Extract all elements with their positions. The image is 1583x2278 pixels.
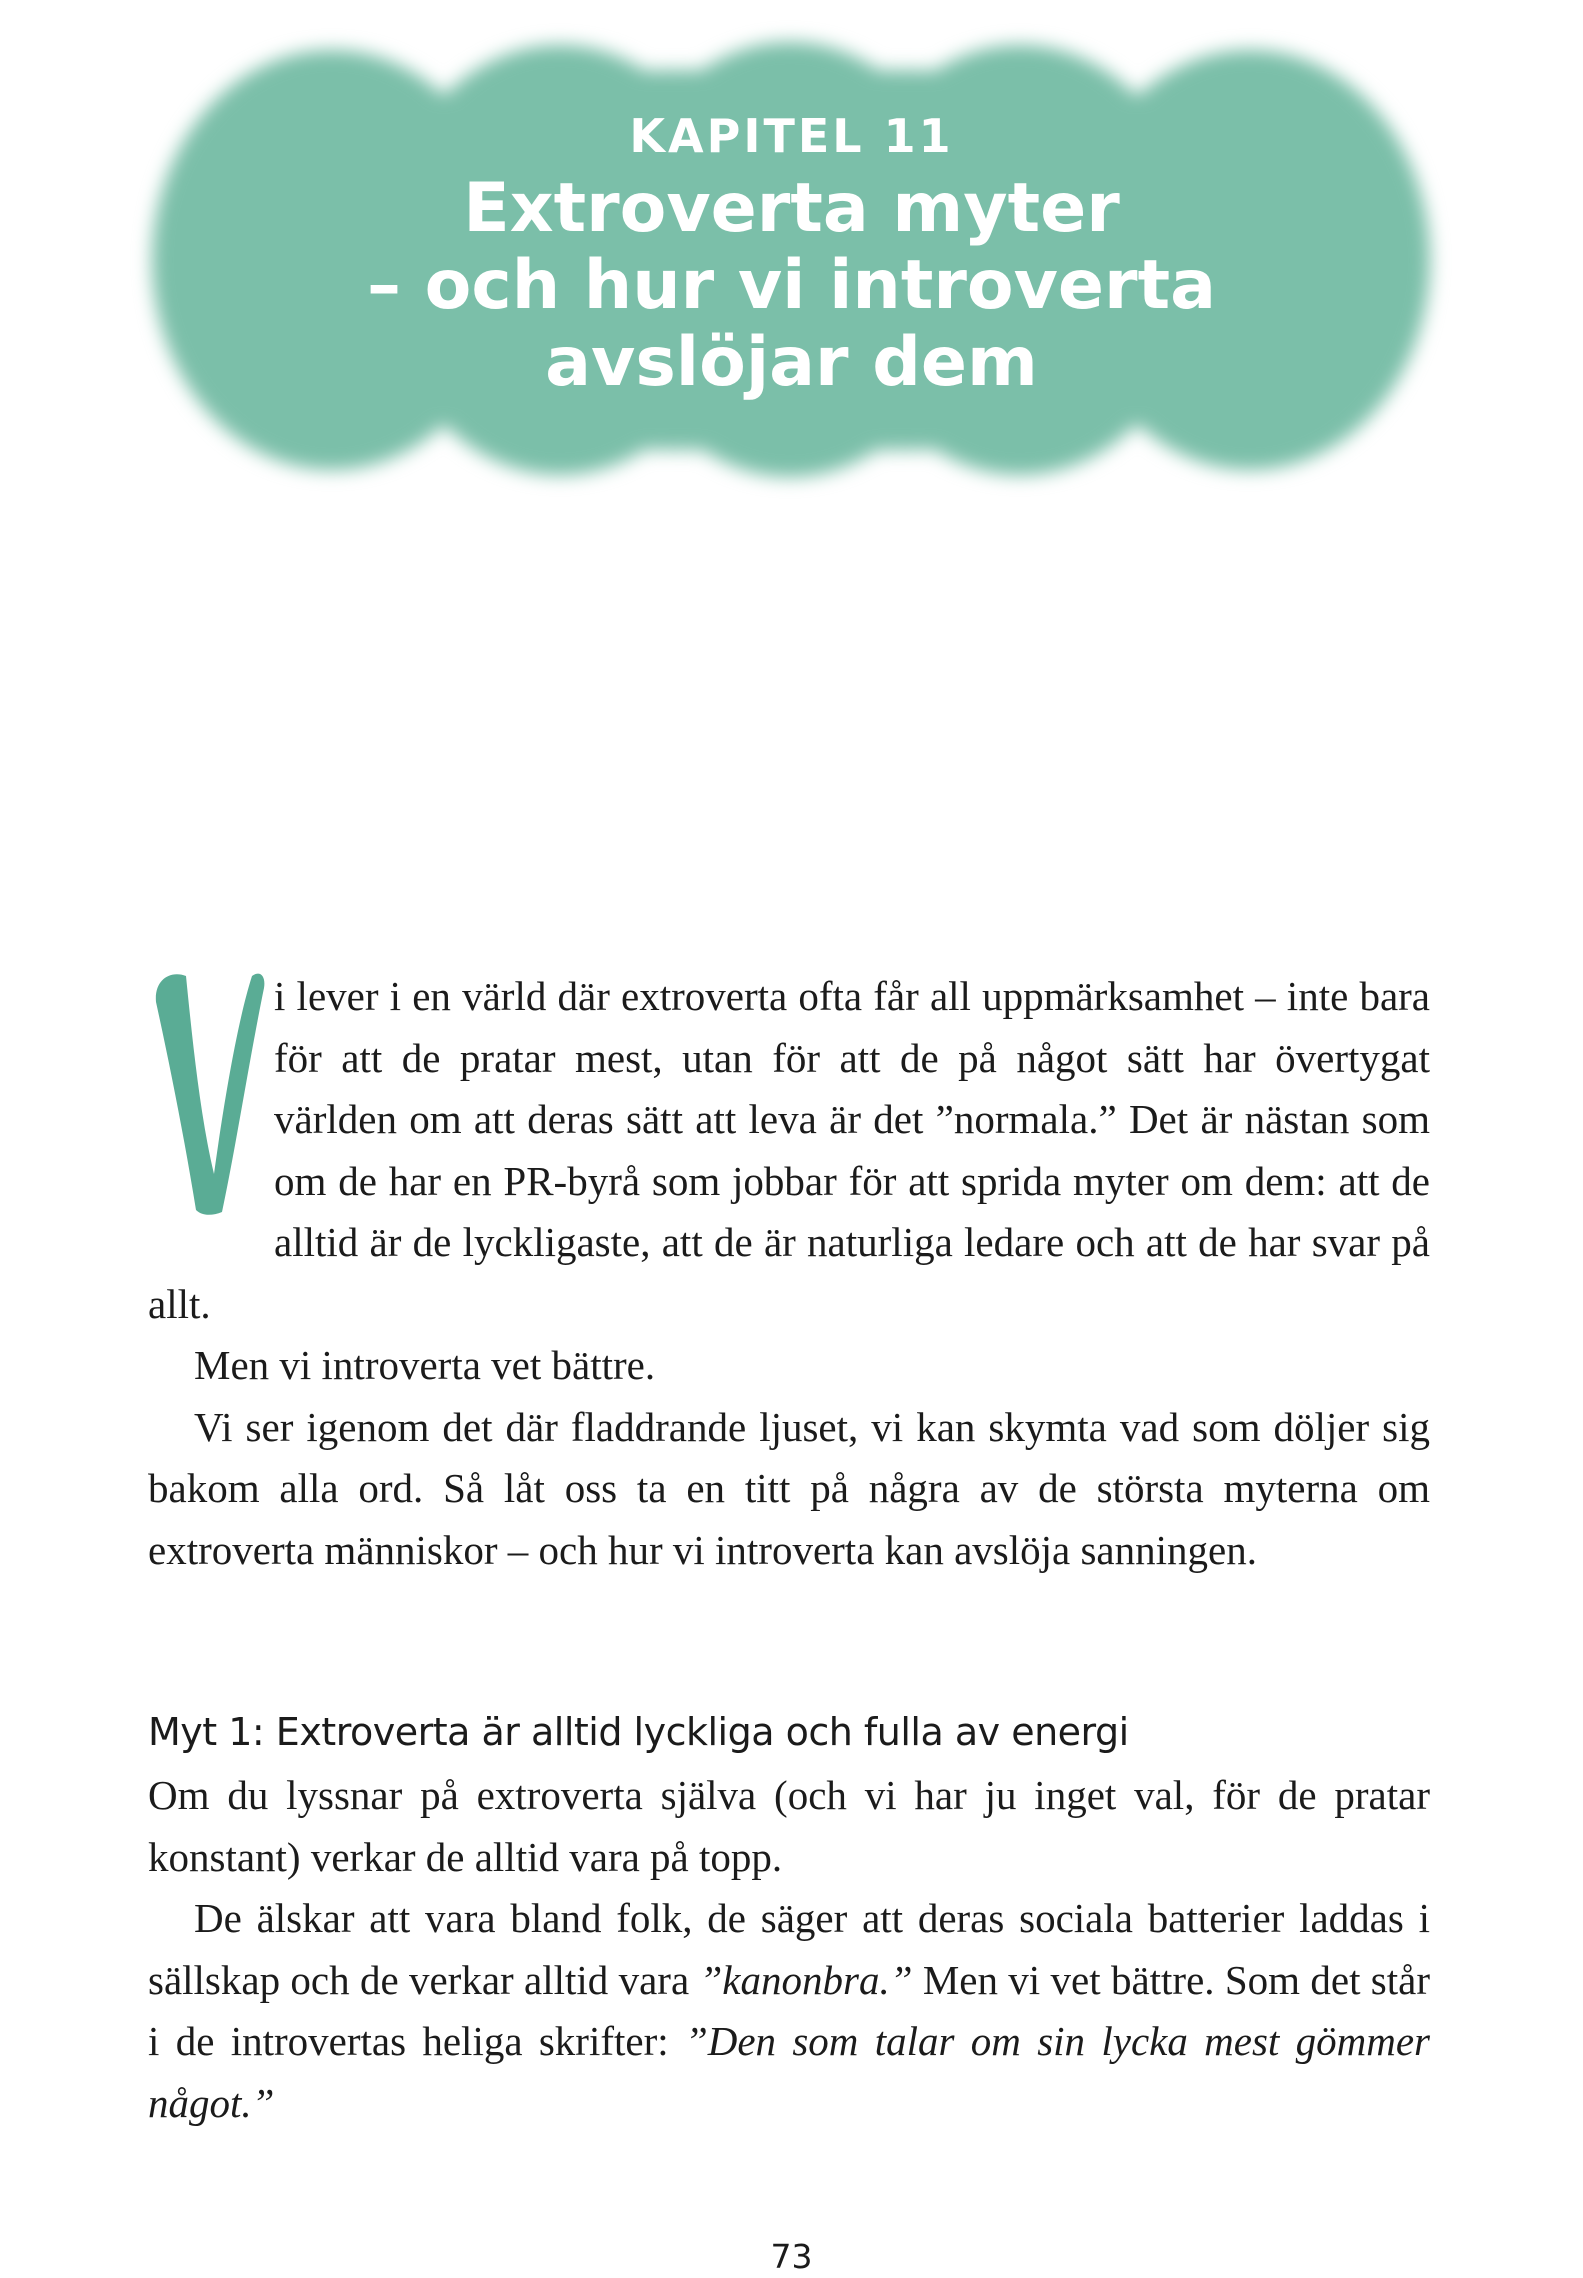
intro-paragraph-3: Vi ser igenom det där fladdrande ljuset, vi kan skymta vad som döljer sig bakom alla ord. Så låt oss ta en titt på några av de största myterna om extroverta människor – och hur vi introverta kan avslöja sanningen. xyxy=(148,1403,1430,1573)
myth-1-p2-italic-quote: ”Den som talar om sin lycka mest gömmer något.” xyxy=(148,2018,1430,2126)
intro-text xyxy=(148,966,1430,1581)
myth-1-paragraph-1: Om du lyssnar på extroverta själva (och vi har ju inget val, för de pratar konstant) verkar de alltid vara på topp. xyxy=(148,1772,1430,1880)
intro-paragraph-2: Men vi introverta vet bättre. xyxy=(194,1342,656,1388)
chapter-title-line-1: Extroverta myter xyxy=(463,169,1120,248)
myth-1-p2-italic-word: ”kanonbra.” xyxy=(699,1956,913,2003)
intro-paragraph-1 xyxy=(148,966,1430,1335)
myth-1-p2-start: De älskar att vara bland folk, de säger att deras sociala batterier laddas i sällskap och de verkar alltid vara xyxy=(148,1895,1430,2003)
chapter-heading xyxy=(0,108,1583,401)
chapter-title xyxy=(0,170,1583,401)
page-number: 73 xyxy=(770,2237,813,2276)
myth-1-text xyxy=(148,1765,1430,2134)
chapter-title-line-3: avslöjar dem xyxy=(545,323,1038,402)
drop-cap-v-glyph xyxy=(156,974,265,1215)
myth-1-p2-middle: Men vi vet bättre. Som det står i de introvertas heliga skrifter: xyxy=(148,1956,1430,2064)
drop-cap-v xyxy=(148,966,274,1228)
myth-1-paragraph-2 xyxy=(148,1888,1430,2134)
chapter-title-line-2: – och hur vi introverta xyxy=(367,246,1216,325)
myth-1-heading: Myt 1: Extroverta är alltid lyckliga och fulla av energi xyxy=(148,1710,1129,1754)
intro-paragraph-1-text: i lever i en värld där extroverta ofta får all uppmärksamhet – inte bara för att de pratar mest, utan för att de på något sätt har övertygat världen om att deras sätt att leva är det ”normala.” Det är nästan som om de har en PR-byrå som jobbar för att sprida myter om dem: att de alltid är de lyckligaste, att de är naturliga ledare och att de har svar på allt. xyxy=(148,973,1430,1327)
chapter-label: KAPITEL 11 xyxy=(629,109,954,163)
